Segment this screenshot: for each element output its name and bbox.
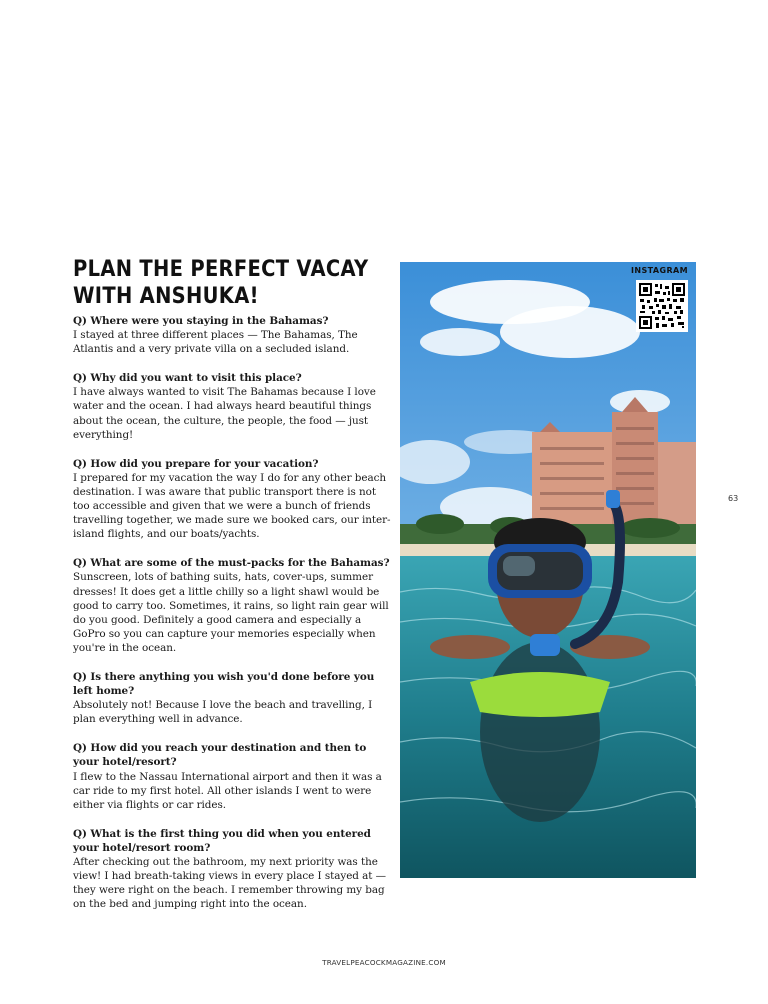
answer: After checking out the bathroom, my next priority was the view! I had breath-taking views in every place I stayed at — they were right on the beach. I remember throwing my bag on the bed and jumping right into the ocean. xyxy=(73,856,387,911)
question: Q) How did you reach your destination and then to your hotel/resort? xyxy=(73,742,367,769)
qr-code-icon[interactable] xyxy=(636,280,688,332)
qa-item xyxy=(73,556,391,655)
instagram-label: INSTAGRAM xyxy=(631,266,688,275)
footer-website[interactable]: TRAVELPEACOCKMAGAZINE.COM xyxy=(322,958,446,967)
headline-line-2: WITH ANSHUKA! xyxy=(73,282,259,309)
answer: I flew to the Nassau International airport and then it was a car ride to my first hotel. All other islands I went to were either via flights or car rides. xyxy=(73,770,382,811)
answer: I prepared for my vacation the way I do for any other beach destination. I was aware that public transport there is not too accessible and given that we were a bunch of friends travelling together, we made sure we booked cars, our inter-island flights, and our boats/yachts. xyxy=(73,471,391,541)
answer: Sunscreen, lots of bathing suits, hats, cover-ups, summer dresses! It does get a little chilly so a light shawl would be good to carry too. Sometimes, it rains, so light rain gear will do you good. Definitely a good camera and especially a GoPro so you can capture your memories especially when you're in the ocean. xyxy=(73,571,389,654)
snorkel-photo xyxy=(400,262,696,878)
qa-column xyxy=(73,314,391,926)
question: Q) What is the first thing you did when you entered your hotel/resort room? xyxy=(73,827,371,854)
snorkel-photo-illustration xyxy=(400,262,696,878)
qr-code-graphic xyxy=(638,282,686,330)
qa-item xyxy=(73,314,391,356)
qa-item xyxy=(73,371,391,441)
article-headline xyxy=(73,256,393,310)
question: Q) What are some of the must-packs for the Bahamas? xyxy=(73,557,390,570)
question: Q) How did you prepare for your vacation? xyxy=(73,457,319,470)
answer: Absolutely not! Because I love the beach and travelling, I plan everything well in advance. xyxy=(73,699,373,726)
headline-line-1: PLAN THE PERFECT VACAY xyxy=(73,256,369,282)
qa-item xyxy=(73,670,391,726)
qa-item xyxy=(73,457,391,542)
answer: I have always wanted to visit The Bahamas because I love water and the ocean. I had always heard beautiful things about the ocean, the culture, the people, the food — just everything! xyxy=(73,386,376,441)
qa-item xyxy=(73,741,391,811)
question: Q) Is there anything you wish you'd done before you left home? xyxy=(73,670,375,698)
question: Q) Where were you staying in the Bahamas? xyxy=(73,315,329,327)
question: Q) Why did you want to visit this place? xyxy=(73,372,302,385)
qa-item xyxy=(73,827,391,912)
page-number: 63 xyxy=(728,494,739,503)
answer: I stayed at three different places — The Bahamas, The Atlantis and a very private villa on a secluded island. xyxy=(73,329,358,356)
